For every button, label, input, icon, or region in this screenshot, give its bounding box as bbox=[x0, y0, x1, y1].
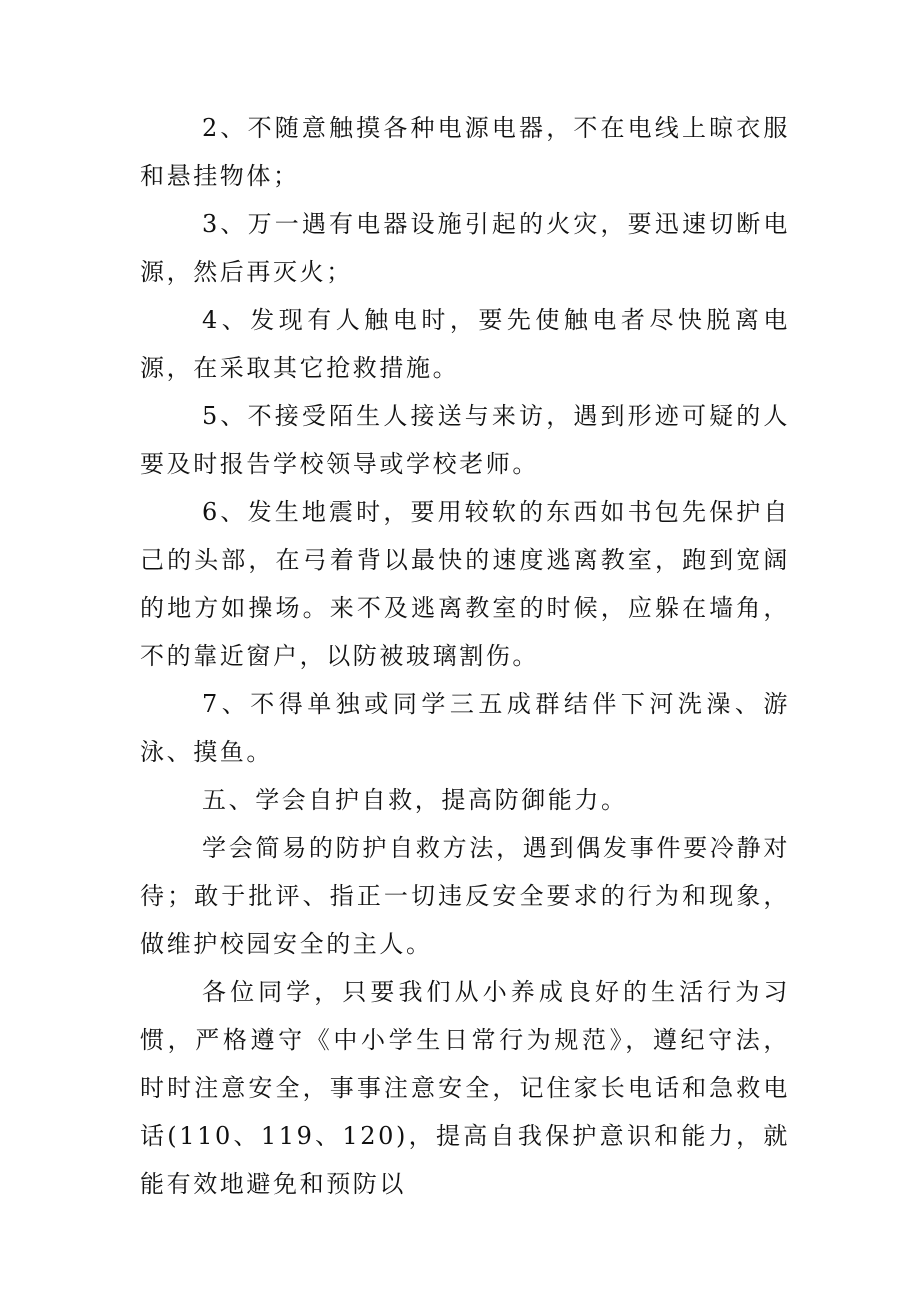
paragraph-self-rescue: 学会简易的防护自救方法，遇到偶发事件要冷静对待；敢于批评、指正一切违反安全要求的行为和现象，做维护校园安全的主人。 bbox=[140, 834, 790, 958]
section-heading-self-protection: 五、学会自护自救，提高防御能力。 bbox=[202, 786, 628, 814]
document-body bbox=[140, 104, 790, 1208]
paragraph-electric-shock: 4、发现有人触电时，要先使触电者尽快脱离电源，在采取其它抢救措施。 bbox=[140, 306, 790, 382]
paragraph-earthquake: 6、发生地震时，要用较软的东西如书包先保护自己的头部，在弓着背以最快的速度逃离教室，跑到宽阔的地方如操场。来不及逃离教室的时候，应躲在墙角，不的靠近窗户，以防被玻璃割伤。 bbox=[140, 498, 790, 670]
paragraph-strangers: 5、不接受陌生人接送与来访，遇到形迹可疑的人要及时报告学校领导或学校老师。 bbox=[140, 402, 790, 478]
paragraph-closing: 各位同学，只要我们从小养成良好的生活行为习惯，严格遵守《中小学生日常行为规范》，遵纪守法，时时注意安全，事事注意安全，记住家长电话和急救电话(110、119、120)，提高自我保护意识和能力，就能有效地避免和预防以 bbox=[140, 978, 790, 1198]
paragraph-electrical-appliances: 2、不随意触摸各种电源电器，不在电线上晾衣服和悬挂物体； bbox=[140, 114, 790, 190]
paragraph-electrical-fire: 3、万一遇有电器设施引起的火灾，要迅速切断电源，然后再灭火； bbox=[140, 210, 790, 286]
paragraph-swimming: 7、不得单独或同学三五成群结伴下河洗澡、游泳、摸鱼。 bbox=[140, 690, 790, 766]
